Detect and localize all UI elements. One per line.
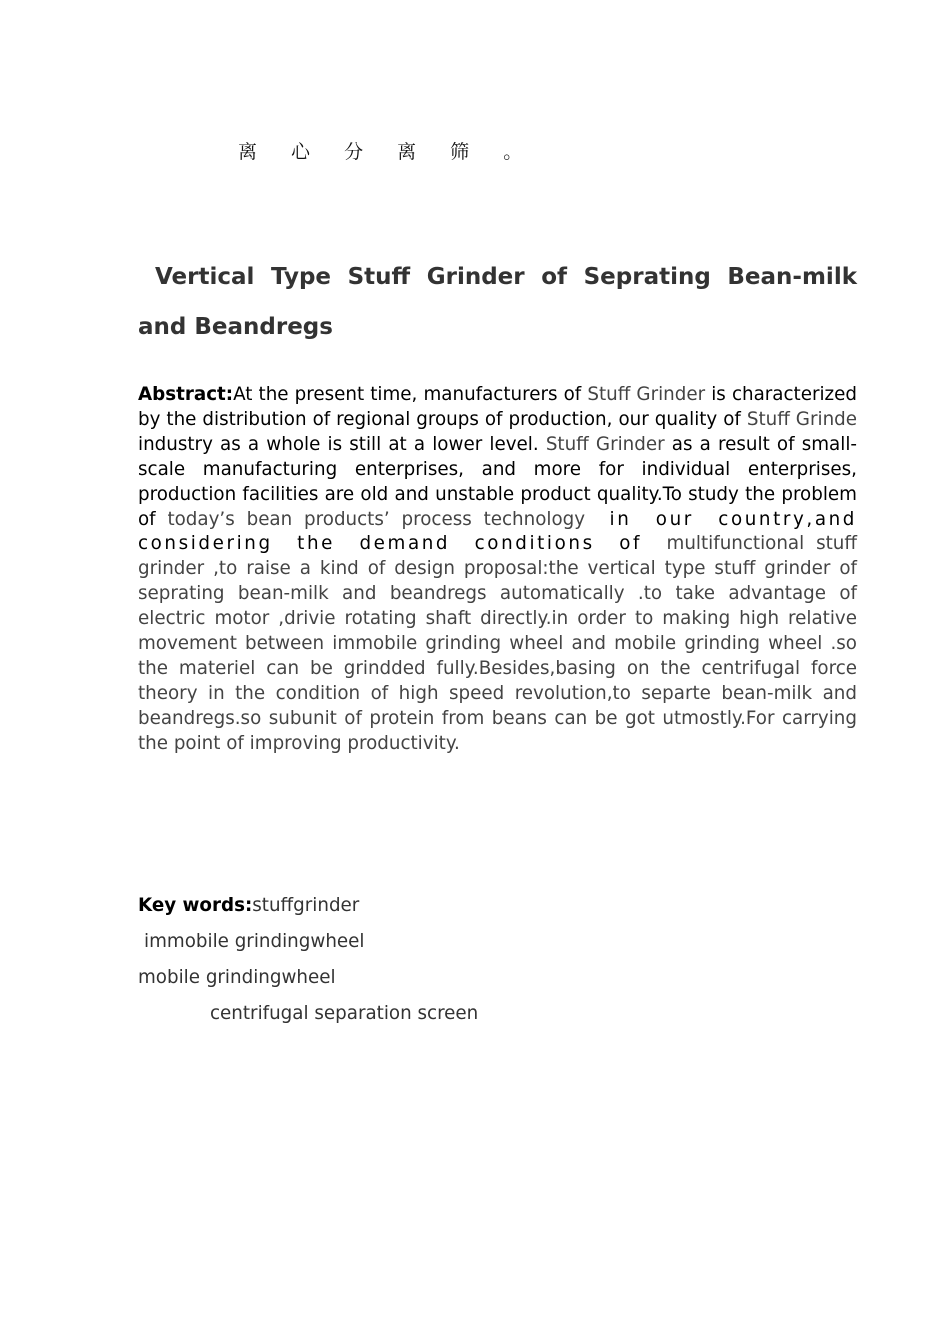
chinese-heading: 离 心 分 离 筛 。 (238, 141, 537, 163)
keywords-label: Key words: (138, 895, 253, 916)
abstract-text-4: Stuff Grinde (746, 408, 858, 430)
abstract-text-10: multifunctional stuff grinder ,to raise a kind of design proposal:the vertical type stuff grinder of seprating bean-milk and beandregs automatically .to take advantage of electric motor ,drivie rotating shaft directly.in order to making high relative movement between immobile grinding wheel and mobile grinding wheel .so the materiel can be grindded fully.Besides,basing on the centrifugal force theory in the condition of high speed revolution,to separte bean-milk and beandregs.so subunit of protein from beans can be got utmostly.For carrying the point of improving productivity. (138, 533, 857, 754)
abstract-text-3: is characterized by the distribution of regional groups of production, our quality of (138, 384, 858, 430)
abstract-text-2: Stuff Grinder (587, 384, 706, 405)
abstract-label: Abstract: (138, 384, 234, 405)
abstract-text-6: Stuff Grinder (545, 433, 665, 455)
keyword-item: centrifugal separation screen (210, 1003, 479, 1024)
abstract-text-9: in our country,and considering the demand conditions of (138, 508, 858, 555)
paper-title-text: Vertical Type Stuff Grinder of Seprating Bean-milk and Beandregs (138, 264, 857, 340)
keyword-item: immobile grindingwheel (144, 931, 365, 952)
abstract-paragraph (138, 383, 857, 757)
abstract-text-8: today’s bean products’ process technology (167, 508, 586, 530)
abstract-text-1: At the present time, manufacturers of (233, 384, 588, 405)
keyword-item: stuffgrinder (252, 895, 360, 916)
keywords-line-1 (138, 888, 857, 924)
abstract-text-5: industry as a whole is still at a lower level. (138, 433, 546, 455)
keyword-item: mobile grindingwheel (138, 967, 336, 988)
keywords-block (138, 888, 857, 1032)
abstract-text-7: as a result of small-scale manufacturing enterprises, and more for individual enterprises, production facilities are old and unstable product quality.To study the problem of (138, 433, 857, 530)
paper-title (138, 252, 857, 352)
